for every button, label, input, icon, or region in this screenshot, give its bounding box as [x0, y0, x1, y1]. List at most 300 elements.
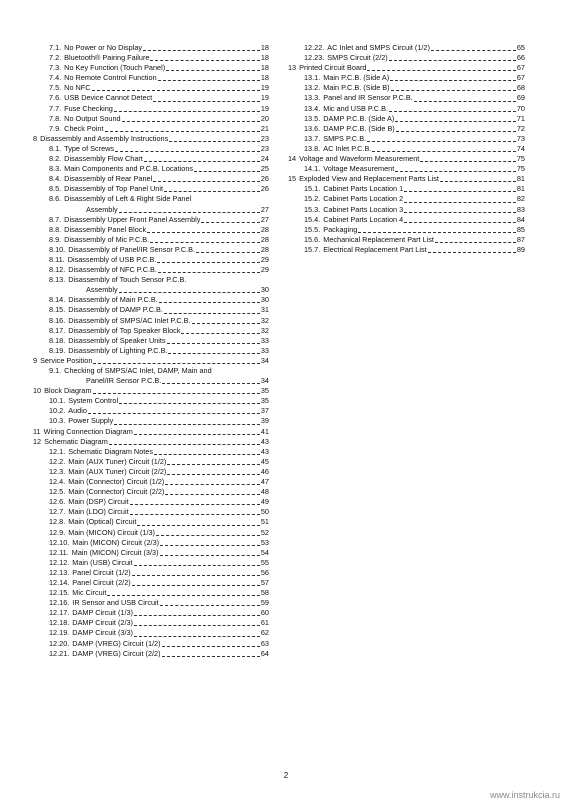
toc-entry-page: 26	[260, 184, 269, 194]
toc-entry-page: 85	[516, 224, 525, 234]
toc-entry-page: 34	[260, 376, 269, 386]
toc-entry-title: Panel Circuit (1/2)	[72, 567, 131, 577]
toc-entry-page: 59	[260, 598, 269, 608]
toc-section-heading[interactable]	[288, 63, 525, 73]
toc-entry-number: 12.22.	[304, 43, 325, 52]
toc-entry-number: 12.13.	[49, 567, 70, 577]
toc-entry-page: 28	[260, 234, 269, 244]
toc-entry[interactable]	[288, 93, 525, 103]
leader-dots	[150, 60, 259, 61]
toc-entry-page: 43	[260, 436, 269, 446]
toc-entry-number: 8.14.	[49, 295, 66, 305]
toc-entry[interactable]	[33, 154, 269, 164]
leader-dots	[153, 101, 260, 102]
leader-dots	[160, 555, 260, 556]
leader-dots	[431, 50, 516, 51]
toc-entry-title: Voltage Measurement	[323, 164, 395, 174]
toc-entry[interactable]	[33, 497, 269, 507]
toc-entry-number: 15	[288, 174, 297, 184]
leader-dots	[395, 171, 516, 172]
leader-dots	[391, 90, 516, 91]
toc-entry-number: 12.11.	[49, 547, 69, 557]
toc-entry[interactable]	[33, 628, 269, 638]
leader-dots	[109, 444, 260, 445]
toc-entry-number: 13.7.	[304, 133, 321, 143]
toc-entry-number: 12.9.	[49, 527, 66, 537]
toc-entry-number: 10.3.	[49, 416, 66, 426]
toc-entry[interactable]	[33, 114, 269, 124]
toc-entry-page: 19	[260, 83, 269, 93]
toc-entry-title: Cabinet Parts Location 3	[323, 204, 404, 214]
toc-entry-number: 8.1.	[49, 143, 62, 153]
toc-entry[interactable]	[33, 396, 269, 406]
toc-entry-number: 10.1.	[49, 396, 66, 406]
leader-dots	[132, 585, 260, 586]
toc-entry-page: 35	[260, 396, 269, 406]
toc-entry-page: 51	[260, 517, 269, 527]
leader-dots	[134, 565, 260, 566]
toc-entry-number: 11	[33, 426, 41, 436]
toc-entry-number: 8.15.	[49, 305, 66, 315]
toc-entry[interactable]	[288, 83, 525, 93]
watermark: www.instrukcia.ru	[489, 790, 560, 800]
leader-dots	[144, 161, 260, 162]
toc-entry[interactable]	[33, 124, 269, 134]
toc-entry-title: SMPS Circuit (2/2)	[327, 53, 388, 63]
toc-entry-page: 67	[516, 63, 525, 73]
toc-entry[interactable]	[33, 174, 269, 184]
toc-entry-title: Schematic Diagram	[44, 436, 108, 446]
toc-entry-page: 32	[260, 315, 269, 325]
toc-entry-title: Disassembly of Speaker Units	[68, 335, 166, 345]
toc-entry-page: 84	[516, 214, 525, 224]
toc-entry[interactable]	[33, 366, 269, 386]
toc-entry[interactable]	[33, 104, 269, 114]
leader-dots	[390, 80, 516, 81]
leader-dots	[158, 272, 260, 273]
toc-entry-title: Disassembly of Touch Sensor P.C.B.	[68, 275, 187, 285]
toc-entry[interactable]	[33, 43, 269, 53]
toc-entry-number: 8.12.	[49, 265, 66, 275]
toc-entry-page: 26	[260, 174, 269, 184]
toc-entry[interactable]	[33, 316, 269, 326]
toc-entry[interactable]	[33, 265, 269, 275]
leader-dots	[158, 80, 260, 81]
toc-entry-page: 64	[260, 648, 269, 658]
toc-entry-title: Main (Connector) Circuit (1/2)	[68, 477, 165, 487]
toc-entry-page: 28	[260, 244, 269, 254]
leader-dots	[134, 625, 260, 626]
leader-dots	[160, 545, 260, 546]
toc-entry-number: 9.1.	[49, 366, 62, 375]
leader-dots	[404, 212, 516, 213]
leader-dots	[166, 70, 260, 71]
toc-entry-page: 23	[260, 133, 269, 143]
toc-entry[interactable]	[33, 194, 269, 214]
toc-entry-page: 32	[260, 325, 269, 335]
toc-entry[interactable]	[33, 416, 269, 426]
toc-entry[interactable]	[33, 457, 269, 467]
toc-entry[interactable]	[33, 406, 269, 416]
leader-dots	[105, 131, 260, 132]
toc-entry-title: DAMP P.C.B. (Side A)	[323, 113, 395, 123]
toc-entry-number: 14	[288, 154, 297, 164]
toc-entry[interactable]	[33, 639, 269, 649]
toc-entry[interactable]	[33, 255, 269, 265]
toc-entry-title: Main (MICON) Circuit (1/3)	[68, 527, 155, 537]
toc-entry-page: 56	[260, 567, 269, 577]
toc-entry-number: 7.9.	[49, 123, 62, 133]
toc-entry-title: Cabinet Parts Location 1	[323, 184, 404, 194]
toc-entry[interactable]	[33, 275, 269, 295]
toc-entry-title: Disassembly of USB P.C.B.	[67, 254, 157, 264]
toc-entry-number: 8.9.	[49, 234, 62, 244]
leader-dots	[114, 424, 260, 425]
toc-section-heading[interactable]	[33, 427, 269, 437]
toc-entry-number: 8.5.	[49, 184, 62, 194]
toc-right-column	[288, 43, 525, 255]
toc-entry-title: Main (DSP) Circuit	[68, 497, 129, 507]
leader-dots	[92, 90, 260, 91]
toc-entry-number: 15.5.	[304, 224, 321, 234]
leader-dots	[130, 514, 260, 515]
toc-entry-title: Disassembly of Rear Panel	[64, 174, 153, 184]
toc-entry[interactable]	[33, 528, 269, 538]
leader-dots	[389, 60, 516, 61]
toc-entry-number: 8.3.	[49, 164, 62, 174]
toc-entry-page: 50	[260, 507, 269, 517]
leader-dots	[414, 101, 516, 102]
toc-entry-title: Block Diagram	[44, 386, 92, 396]
toc-entry-title: Disassembly of Mic P.C.B.	[64, 234, 150, 244]
toc-section-heading[interactable]	[33, 437, 269, 447]
toc-entry-page: 21	[260, 123, 269, 133]
leader-dots	[162, 646, 260, 647]
toc-entry-title: No Remote Control Function	[64, 73, 157, 83]
toc-entry-title: Printed Circuit Board	[299, 63, 367, 73]
toc-entry-number: 12.15.	[49, 588, 70, 598]
toc-entry-title: Fuse Checking	[64, 103, 113, 113]
toc-entry-title: Mic Circuit	[72, 588, 107, 598]
toc-entry[interactable]	[33, 548, 269, 558]
leader-dots	[132, 575, 260, 576]
toc-entry[interactable]	[33, 235, 269, 245]
toc-entry-title: Schematic Diagram Notes	[68, 446, 153, 456]
toc-entry-page: 69	[516, 93, 525, 103]
leader-dots	[167, 464, 260, 465]
toc-entry[interactable]	[33, 93, 269, 103]
leader-dots	[164, 191, 260, 192]
leader-dots	[372, 151, 516, 152]
toc-entry-number: 15.1.	[304, 184, 321, 194]
toc-entry-number: 8.16.	[49, 315, 66, 325]
toc-entry[interactable]	[33, 305, 269, 315]
toc-entry[interactable]	[33, 245, 269, 255]
toc-entry-page: 41	[260, 426, 269, 436]
toc-entry-title: No Power or No Display	[64, 43, 143, 52]
toc-section-heading[interactable]	[33, 386, 269, 396]
toc-entry[interactable]	[288, 205, 525, 215]
toc-entry-title: Disassembly of DAMP P.C.B.	[68, 305, 163, 315]
leader-dots	[194, 171, 260, 172]
toc-entry[interactable]	[33, 649, 269, 659]
leader-dots	[93, 393, 260, 394]
toc-entry[interactable]	[33, 215, 269, 225]
toc-entry-number: 15.6.	[304, 234, 321, 244]
toc-entry-number: 9	[33, 355, 38, 365]
toc-entry-page: 65	[516, 43, 525, 52]
toc-entry-title: Cabinet Parts Location 2	[323, 194, 404, 204]
toc-entry-number: 7.1.	[49, 43, 62, 52]
toc-entry[interactable]	[33, 53, 269, 63]
toc-entry[interactable]	[33, 295, 269, 305]
toc-entry[interactable]	[288, 215, 525, 225]
toc-entry-title: Disassembly of Panel/IR Sensor P.C.B.	[68, 244, 196, 254]
toc-entry-title: Panel and IR Sensor P.C.B.	[323, 93, 413, 103]
page-number: 2	[283, 771, 289, 780]
leader-dots	[114, 111, 260, 112]
toc-entry-page: 30	[260, 295, 269, 305]
leader-dots	[168, 353, 259, 354]
leader-dots	[367, 141, 516, 142]
toc-entry-number: 14.1.	[304, 164, 321, 174]
toc-entry[interactable]	[33, 487, 269, 497]
toc-entry-title: Main P.C.B. (Side B)	[323, 83, 390, 93]
leader-dots	[137, 525, 260, 526]
toc-entry[interactable]	[33, 598, 269, 608]
toc-entry-title: AC Inlet and SMPS Circuit (1/2)	[327, 43, 430, 52]
toc-entry-title: SMPS P.C.B.	[323, 133, 367, 143]
toc-entry-title: Disassembly Panel Block	[64, 224, 147, 234]
leader-dots	[167, 343, 260, 344]
toc-entry-number: 12.3.	[49, 466, 66, 476]
toc-entry-title: Main (LDO) Circuit	[68, 507, 129, 517]
toc-entry-number: 12.2.	[49, 456, 66, 466]
leader-dots	[157, 262, 260, 263]
leader-dots	[404, 222, 516, 223]
toc-entry-number: 12.16.	[49, 598, 70, 608]
toc-entry-title: Mechanical Replacement Part List	[323, 234, 434, 244]
toc-entry-number: 13.3.	[304, 93, 321, 103]
toc-entry-title: Power Supply	[68, 416, 114, 426]
toc-entry-number: 8.8.	[49, 224, 62, 234]
toc-entry-page: 18	[260, 43, 269, 52]
toc-entry-title: Main (AUX Tuner) Circuit (1/2)	[68, 456, 167, 466]
toc-entry-number: 7.3.	[49, 63, 62, 73]
leader-dots	[134, 615, 260, 616]
toc-entry-page: 74	[516, 143, 525, 153]
toc-entry-page: 75	[516, 154, 525, 164]
toc-entry[interactable]	[288, 124, 525, 134]
toc-entry[interactable]	[33, 326, 269, 336]
toc-entry-page: 29	[260, 265, 269, 275]
toc-entry-title: Panel Circuit (2/2)	[72, 577, 131, 587]
toc-entry-page: 37	[260, 406, 269, 416]
toc-entry-title: No Key Function (Touch Panel)	[64, 63, 166, 73]
toc-entry[interactable]	[288, 73, 525, 83]
leader-dots	[153, 181, 260, 182]
toc-entry[interactable]	[33, 336, 269, 346]
toc-entry-page: 82	[516, 194, 525, 204]
toc-entry-number: 13.1.	[304, 73, 321, 83]
toc-entry[interactable]	[288, 194, 525, 204]
leader-dots	[160, 605, 260, 606]
toc-entry-page: 68	[516, 83, 525, 93]
toc-entry-title: System Control	[68, 396, 119, 406]
toc-entry[interactable]	[33, 538, 269, 548]
toc-entry-page: 47	[260, 477, 269, 487]
toc-entry[interactable]	[288, 184, 525, 194]
leader-dots	[159, 302, 260, 303]
toc-entry-page: 49	[260, 497, 269, 507]
toc-entry[interactable]	[33, 618, 269, 628]
toc-entry[interactable]	[33, 608, 269, 618]
toc-entry-number: 8.4.	[49, 174, 62, 184]
toc-entry[interactable]	[33, 467, 269, 477]
toc-entry-number: 12.5.	[49, 487, 66, 497]
leader-dots	[435, 242, 516, 243]
toc-entry[interactable]	[33, 225, 269, 235]
toc-entry-number: 12.1.	[49, 446, 66, 456]
toc-entry-title: Checking of SMPS/AC Inlet, DAMP, Main and	[64, 366, 212, 375]
leader-dots	[358, 232, 516, 233]
toc-entry[interactable]	[33, 83, 269, 93]
toc-entry[interactable]	[33, 164, 269, 174]
toc-entry-number: 12.7.	[49, 507, 66, 517]
toc-entry-page: 31	[260, 305, 269, 315]
leader-dots	[440, 181, 516, 182]
toc-entry-page: 81	[516, 174, 525, 184]
toc-entry-number: 12.8.	[49, 517, 66, 527]
leader-dots	[162, 656, 260, 657]
leader-dots	[404, 191, 516, 192]
toc-entry-title: Type of Screws	[64, 143, 115, 153]
toc-entry[interactable]	[288, 164, 525, 174]
toc-section-heading[interactable]	[288, 154, 525, 164]
toc-entry-title: Disassembly Upper Front Panel Assembly	[64, 214, 201, 224]
toc-entry[interactable]	[33, 184, 269, 194]
leader-dots	[93, 363, 259, 364]
toc-entry[interactable]	[288, 104, 525, 114]
toc-entry[interactable]	[288, 235, 525, 245]
toc-entry-title-continued: Assembly	[86, 285, 118, 295]
toc-entry[interactable]	[33, 346, 269, 356]
toc-entry-title: USB Device Cannot Detect	[64, 93, 153, 103]
toc-entry-number: 12.20.	[49, 638, 70, 648]
leader-dots	[150, 242, 260, 243]
toc-entry-number: 7.2.	[49, 53, 62, 63]
toc-entry-title: No Output Sound	[64, 113, 121, 123]
toc-entry-page: 35	[260, 386, 269, 396]
toc-entry-title: Disassembly of NFC P.C.B.	[68, 265, 157, 275]
toc-entry-title: Check Point	[64, 123, 104, 133]
leader-dots	[154, 454, 260, 455]
toc-entry-number: 13.6.	[304, 123, 321, 133]
toc-entry[interactable]	[33, 447, 269, 457]
toc-entry[interactable]	[33, 144, 269, 154]
toc-entry[interactable]	[33, 578, 269, 588]
leader-dots	[88, 413, 260, 414]
toc-entry[interactable]	[33, 507, 269, 517]
toc-entry-number: 12.12.	[49, 557, 70, 567]
toc-entry-title: No NFC	[64, 83, 91, 93]
toc-entry[interactable]	[288, 114, 525, 124]
toc-entry-number: 12.23.	[304, 53, 325, 63]
toc-entry-title: Cabinet Parts Location 4	[323, 214, 404, 224]
toc-entry-number: 8.6.	[49, 194, 62, 204]
toc-entry[interactable]	[33, 517, 269, 527]
toc-entry-number: 8.10.	[49, 244, 66, 254]
toc-entry-title: DAMP (VREG) Circuit (2/2)	[72, 648, 161, 658]
toc-entry-title: Disassembly of Left & Right Side Panel	[64, 194, 192, 204]
toc-section-heading[interactable]	[33, 134, 269, 144]
toc-entry[interactable]	[33, 73, 269, 83]
toc-entry-number: 12.18.	[49, 618, 70, 628]
toc-entry-number: 15.4.	[304, 214, 321, 224]
leader-dots	[395, 121, 516, 122]
toc-entry-number: 12.10.	[49, 537, 70, 547]
leader-dots	[119, 292, 260, 293]
toc-entry-page: 43	[260, 446, 269, 456]
toc-entry[interactable]	[33, 63, 269, 73]
toc-entry-number: 13.4.	[304, 103, 321, 113]
toc-entry-title: Main P.C.B. (Side A)	[323, 73, 390, 83]
leader-dots	[420, 161, 516, 162]
toc-entry[interactable]	[33, 558, 269, 568]
toc-entry-page: 66	[516, 53, 525, 63]
toc-entry-number: 8.19.	[49, 345, 66, 355]
toc-entry-page: 71	[516, 113, 525, 123]
leader-dots	[122, 121, 260, 122]
toc-entry-page: 83	[516, 204, 525, 214]
toc-entry-page: 30	[260, 285, 269, 295]
leader-dots	[404, 202, 516, 203]
toc-entry-title: Service Position	[40, 355, 93, 365]
toc-entry-number: 7.6.	[49, 93, 62, 103]
toc-entry-page: 70	[516, 103, 525, 113]
toc-entry[interactable]	[33, 477, 269, 487]
toc-entry[interactable]	[33, 568, 269, 578]
toc-entry-page: 52	[260, 527, 269, 537]
toc-entry-number: 12	[33, 436, 42, 446]
toc-entry-title-continued: Panel/IR Sensor P.C.B.	[86, 376, 162, 386]
leader-dots	[428, 252, 516, 253]
leader-dots	[162, 383, 260, 384]
toc-entry[interactable]	[288, 225, 525, 235]
toc-entry-page: 45	[260, 456, 269, 466]
toc-entry[interactable]	[288, 245, 525, 255]
toc-entry-page: 60	[260, 608, 269, 618]
toc-entry-number: 8.7.	[49, 214, 62, 224]
toc-entry-number: 8.13.	[49, 275, 66, 285]
toc-entry[interactable]	[33, 588, 269, 598]
leader-dots	[367, 70, 515, 71]
toc-entry-title: DAMP Circuit (1/3)	[72, 608, 133, 618]
toc-left-column	[33, 43, 269, 659]
toc-entry[interactable]	[288, 53, 525, 63]
leader-dots	[192, 323, 260, 324]
toc-entry-title: Disassembly of Main P.C.B.	[68, 295, 158, 305]
toc-entry[interactable]	[288, 134, 525, 144]
toc-section-heading[interactable]	[288, 174, 525, 184]
toc-section-heading[interactable]	[33, 356, 269, 366]
toc-entry-title: Main (Connector) Circuit (2/2)	[68, 487, 165, 497]
leader-dots	[134, 636, 260, 637]
toc-entry[interactable]	[288, 43, 525, 53]
toc-entry-page: 18	[260, 63, 269, 73]
toc-entry-number: 13.8.	[304, 143, 321, 153]
toc-entry[interactable]	[288, 144, 525, 154]
